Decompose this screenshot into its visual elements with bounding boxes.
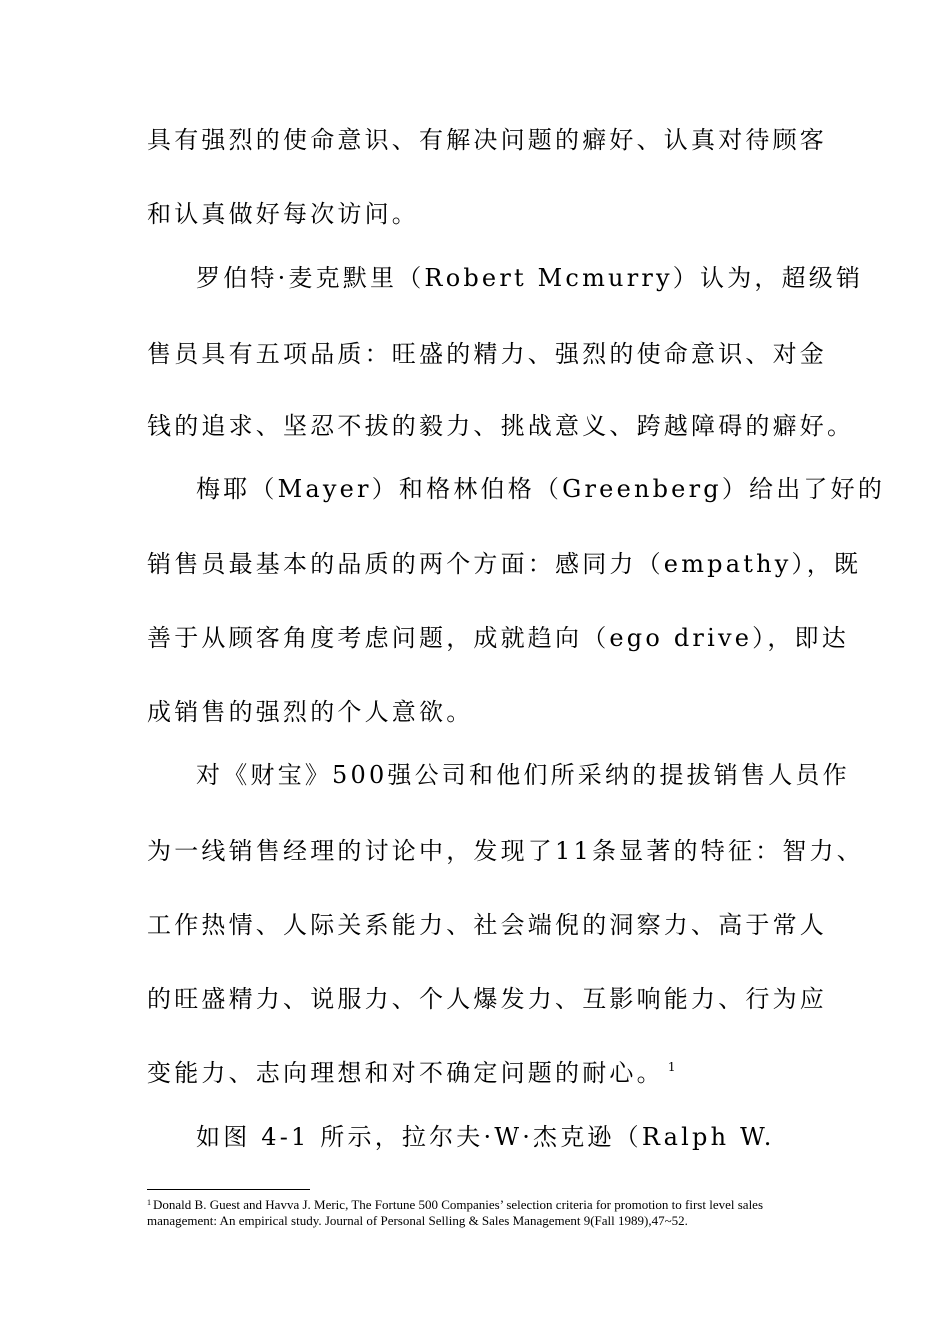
footnote-text: Donald B. Guest and Havva J. Meric, The Fortune 500 Companies’ selection criteria for promotion to first level sales management: An empirical study. Journal of Personal Selling & Sales Management 9(Fall 1989),47~52. (147, 1197, 764, 1228)
text-line: 为一线销售经理的讨论中，发现了11条显著的特征：智力、 (147, 837, 864, 865)
text-line: 善于从顾客角度考虑问题，成就趋向（ego drive），即达 (147, 624, 849, 652)
text-line: 罗伯特·麦克默里（Robert Mcmurry）认为，超级销 (196, 264, 864, 292)
text-line: 具有强烈的使命意识、有解决问题的癖好、认真对待顾客 (147, 126, 827, 154)
text-line: 成销售的强烈的个人意欲。 (147, 698, 474, 726)
text-line: 如图 4-1 所示，拉尔夫·W·杰克逊（Ralph W. (196, 1123, 775, 1151)
text-line-content: 变能力、志向理想和对不确定问题的耐心。 (147, 1059, 664, 1087)
text-line: 售员具有五项品质：旺盛的精力、强烈的使命意识、对金 (147, 340, 827, 368)
footnote-separator (147, 1189, 310, 1190)
footnote-reference[interactable]: 1 (667, 1060, 676, 1074)
text-line (147, 1058, 847, 1088)
text-line: 梅耶（Mayer）和格林伯格（Greenberg）给出了好的 (196, 475, 886, 503)
text-line: 销售员最基本的品质的两个方面：感同力（empathy），既 (147, 550, 862, 578)
text-line: 工作热情、人际关系能力、社会端倪的洞察力、高于常人 (147, 911, 827, 939)
text-line: 和认真做好每次访问。 (147, 200, 419, 228)
text-line: 的旺盛精力、说服力、个人爆发力、互影响能力、行为应 (147, 985, 827, 1013)
footnote (147, 1197, 827, 1229)
text-line: 对《财宝》500强公司和他们所采纳的提拔销售人员作 (196, 761, 850, 789)
footnote-number: 1 (147, 1198, 151, 1207)
text-line: 钱的追求、坚忍不拔的毅力、挑战意义、跨越障碍的癖好。 (147, 412, 855, 440)
